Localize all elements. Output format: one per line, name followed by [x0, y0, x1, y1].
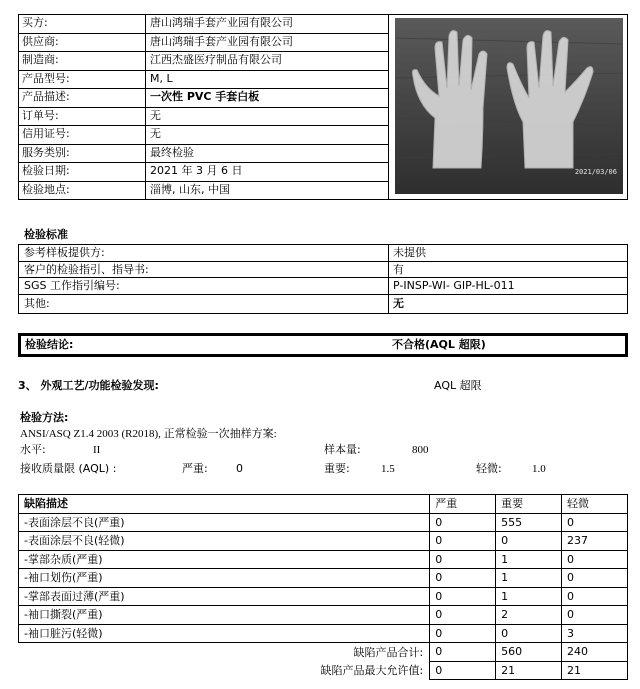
section3-title: 3、 外观工艺/功能检验发现:	[18, 379, 159, 392]
defect-count: 0	[562, 569, 628, 588]
info-value: 无	[150, 127, 161, 140]
defect-description: -表面涂层不良(严重)	[19, 513, 430, 532]
method-standard-line: ANSI/ASQ Z1.4 2003 (R2018), 正常检验一次抽样方案:	[20, 428, 277, 440]
defect-count: 555	[496, 513, 562, 532]
info-label: 制造商:	[22, 53, 59, 66]
info-value: 江西杰盛医疗制品有限公司	[150, 53, 282, 66]
table-row	[19, 569, 628, 588]
footer-label: 缺陷产品最大允许值:	[320, 663, 424, 677]
defect-description: -掌部表面过薄(严重)	[19, 587, 430, 606]
defect-count: 0	[430, 550, 496, 569]
defect-count: 1	[496, 550, 562, 569]
defect-count: 1	[496, 569, 562, 588]
defect-count: 0	[430, 513, 496, 532]
table-row	[19, 532, 628, 551]
table-row	[19, 550, 628, 569]
aql-critical-value: 0	[236, 462, 243, 475]
info-label: 买方:	[22, 16, 48, 29]
conclusion-label: 检验结论:	[25, 338, 74, 351]
level-value: II	[93, 444, 101, 456]
aql-minor-label: 轻微:	[476, 462, 502, 475]
aql-label: 接收质量限 (AQL) :	[20, 462, 117, 475]
sample-size-label: 样本量:	[324, 443, 361, 456]
defect-count: 0	[562, 587, 628, 606]
info-value: 唐山鸿瑞手套产业园有限公司	[150, 16, 293, 29]
product-photo	[395, 18, 623, 194]
sample-size-value: 800	[412, 444, 429, 456]
footer-count: 21	[496, 661, 562, 680]
defect-description: -袖口划伤(严重)	[19, 569, 430, 588]
info-label: 产品描述:	[22, 90, 70, 103]
section3-result: AQL 超限	[434, 379, 482, 392]
standard-value: 无	[393, 297, 404, 310]
standard-heading: 检验标准	[24, 228, 68, 241]
info-value: 一次性 PVC 手套白板	[150, 90, 260, 103]
info-label: 检验日期:	[22, 164, 70, 177]
defect-count: 0	[430, 569, 496, 588]
defect-description: -掌部杂质(严重)	[19, 550, 430, 569]
aql-minor-value: 1.0	[532, 463, 546, 475]
defect-description: -表面涂层不良(轻微)	[19, 532, 430, 551]
header-major: 重要	[496, 495, 562, 514]
defect-count: 0	[430, 624, 496, 643]
method-heading: 检验方法:	[20, 411, 69, 424]
defect-count: 0	[496, 532, 562, 551]
defect-description: -袖口脏污(轻微)	[19, 624, 430, 643]
defect-count: 0	[496, 624, 562, 643]
defect-description: -袖口撕裂(严重)	[19, 606, 430, 625]
level-label: 水平:	[20, 443, 46, 456]
defect-count: 0	[430, 587, 496, 606]
footer-label: 缺陷产品合计:	[353, 645, 424, 659]
standard-label: 其他:	[24, 297, 50, 310]
info-value: 2021 年 3 月 6 日	[150, 164, 243, 177]
defect-count: 1	[496, 587, 562, 606]
aql-critical-label: 严重:	[182, 462, 208, 475]
info-label: 产品型号:	[22, 72, 70, 85]
table-row	[19, 513, 628, 532]
defect-count: 0	[562, 550, 628, 569]
photo-date-stamp: 2021/03/06	[574, 168, 617, 176]
defects-total-row	[19, 643, 628, 662]
aql-major-value: 1.5	[381, 463, 395, 475]
standard-value: 有	[393, 263, 404, 276]
defects-table	[18, 494, 628, 680]
table-row	[19, 606, 628, 625]
info-value: 最终检验	[150, 146, 194, 159]
standard-label: 参考样板提供方:	[24, 246, 105, 259]
defects-header-row	[19, 495, 628, 514]
info-label: 供应商:	[22, 35, 59, 48]
footer-count: 560	[496, 643, 562, 662]
info-value: 淄博, 山东, 中国	[150, 183, 230, 196]
info-label: 服务类别:	[22, 146, 70, 159]
footer-count: 0	[430, 661, 496, 680]
table-row	[19, 624, 628, 643]
aql-major-label: 重要:	[324, 462, 350, 475]
defect-count: 0	[430, 606, 496, 625]
defect-count: 0	[562, 606, 628, 625]
table-row	[19, 587, 628, 606]
header-critical: 严重	[430, 495, 496, 514]
info-label: 检验地点:	[22, 183, 70, 196]
info-value: 唐山鸿瑞手套产业园有限公司	[150, 35, 293, 48]
header-minor: 轻微	[562, 495, 628, 514]
header-description: 缺陷描述	[19, 495, 430, 514]
defect-count: 237	[562, 532, 628, 551]
standard-value: P-INSP-WI- GIP-HL-011	[393, 279, 515, 292]
standard-label: SGS 工作指引编号:	[24, 279, 120, 292]
defect-count: 0	[430, 532, 496, 551]
defect-count: 2	[496, 606, 562, 625]
info-label: 信用证号:	[22, 127, 70, 140]
info-label: 订单号:	[22, 109, 59, 122]
defect-count: 3	[562, 624, 628, 643]
defect-count: 0	[562, 513, 628, 532]
footer-count: 0	[430, 643, 496, 662]
conclusion-value: 不合格(AQL 超限)	[392, 338, 486, 351]
standard-label: 客户的检验指引、指导书:	[24, 263, 149, 276]
defects-max-row	[19, 661, 628, 680]
standard-value: 未提供	[393, 246, 426, 259]
footer-count: 21	[562, 661, 628, 680]
info-value: 无	[150, 109, 161, 122]
info-value: M, L	[150, 72, 173, 85]
conclusion-box	[18, 333, 628, 357]
footer-count: 240	[562, 643, 628, 662]
